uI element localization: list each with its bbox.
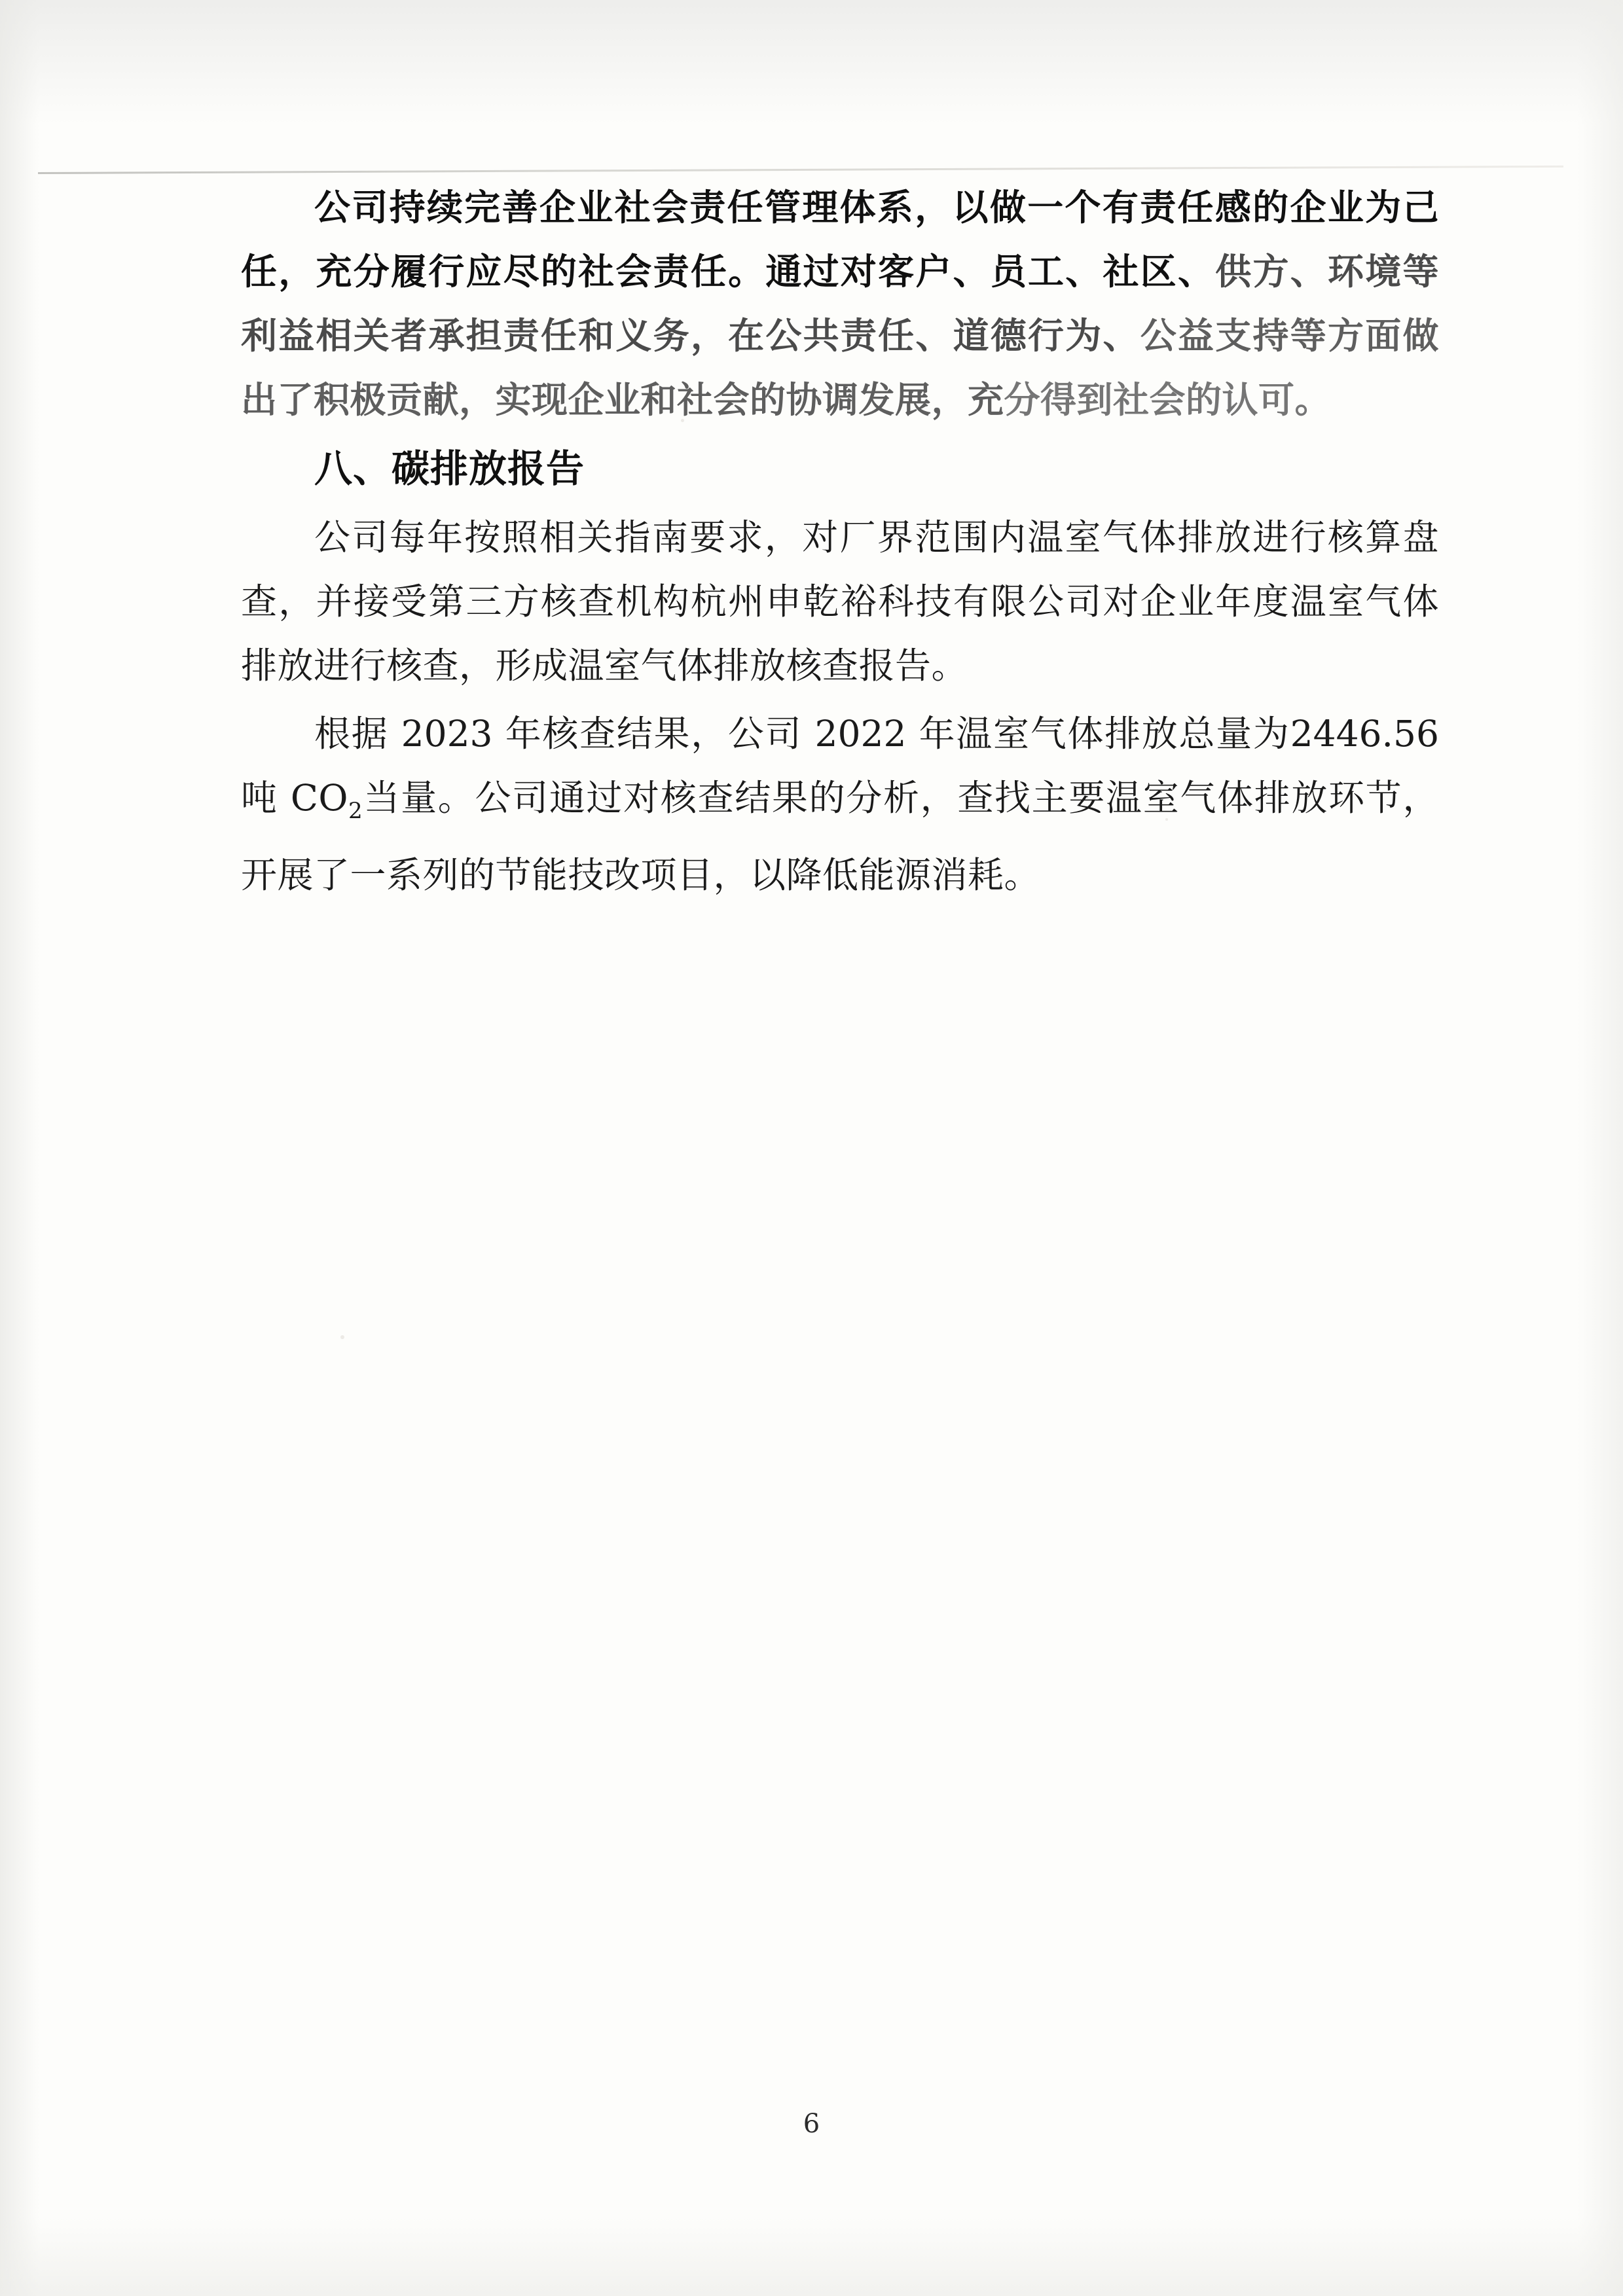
- emission-total-value: 2446.56: [1290, 713, 1440, 755]
- emission-unit-prefix: 吨 CO: [241, 777, 349, 819]
- paragraph-corporate-social-responsibility: [241, 175, 1439, 432]
- paragraph-ink-run: 公益支持等方面做出了积极贡献，实现企业和社会的协调发展，充: [241, 314, 1439, 421]
- section-heading-carbon-emission-report: 八、碳排放报告: [314, 446, 585, 491]
- scan-shadow-left: [0, 0, 39, 2296]
- scan-artifact-line: [38, 166, 1563, 174]
- co2-subscript: 2: [348, 798, 363, 824]
- emission-lead: 根据: [314, 713, 401, 755]
- scan-shadow-top: [0, 0, 1623, 124]
- emission-tail: 公司通过对核查结果的分析，查找主要温室气体排放环节，开展了一系列的节能技改项目，以降低能源消耗。: [241, 777, 1439, 896]
- page-number: 6: [803, 2109, 820, 2139]
- document-text-column: [241, 175, 1439, 911]
- paragraph-ink-run: 供方、环境等利益相关者承担责任和义务，在公共责任、道德行为、: [241, 250, 1439, 357]
- paragraph-verification-process: 公司每年按照相关指南要求，对厂界范围内温室气体排放进行核算盘查，并接受第三方核查机构杭州申乾裕科技有限公司对企业年度温室气体排放进行核查，形成温室气体排放核查报告。: [241, 516, 1439, 687]
- scan-shadow-bottom: [0, 2217, 1623, 2296]
- emission-year: 2022: [814, 713, 907, 755]
- paper-speckle: [340, 1335, 344, 1339]
- scan-shadow-right: [1577, 0, 1623, 2296]
- emission-unit-suffix: 当量。: [363, 777, 475, 819]
- paragraph-emission-results: [241, 702, 1439, 907]
- paragraph-ink-run: 分得到社会的认可。: [1004, 378, 1332, 421]
- emission-mid2: 年温室气体排放总量为: [906, 713, 1290, 755]
- emission-mid1: 年核查结果，公司: [492, 713, 815, 755]
- verification-year: 2023: [401, 713, 493, 755]
- paragraph-ink-run: 公司持续完善企业社会责任管理体系，以做一个有责任感的企业为己任，充分履行应尽的社会责任。通过对客户、员工、社区、: [241, 186, 1439, 293]
